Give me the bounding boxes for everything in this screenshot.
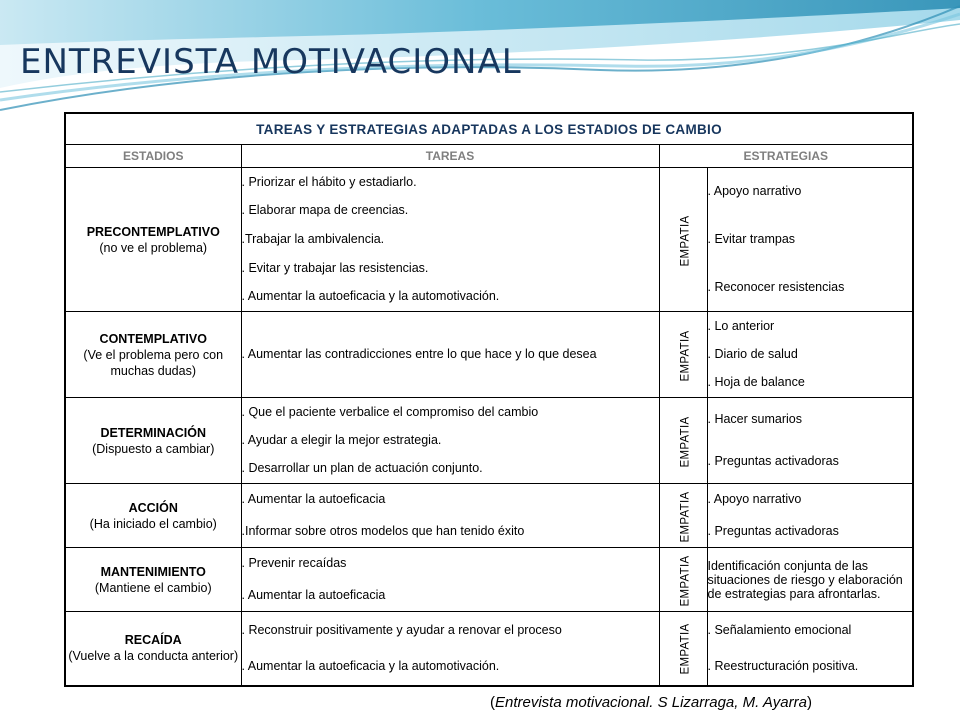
task-item: . Elaborar mapa de creencias. bbox=[241, 203, 409, 218]
task-item: . Aumentar la autoeficacia y la automotivación. bbox=[241, 658, 500, 673]
stage-name: MANTENIMIENTO bbox=[100, 564, 206, 579]
empathy-label: EMPATIA bbox=[678, 491, 691, 542]
stages-table bbox=[64, 112, 914, 687]
citation-text: Entrevista motivacional. S Lizarraga, M. Ayarra bbox=[495, 694, 807, 711]
task-item: . Desarrollar un plan de actuación conjunto. bbox=[241, 461, 483, 476]
empathy-label: EMPATIA bbox=[678, 623, 691, 675]
empathy-label: EMPATIA bbox=[678, 555, 691, 606]
task-item: . Aumentar la autoeficacia y la automotivación. bbox=[241, 289, 500, 304]
header-strategies: ESTRATEGIAS bbox=[659, 145, 913, 168]
stage-name: PRECONTEMPLATIVO bbox=[86, 224, 220, 239]
stage-description: (Vuelve a la conducta anterior) bbox=[68, 649, 239, 664]
tasks-cell bbox=[241, 398, 659, 484]
empathy-label: EMPATIA bbox=[678, 416, 691, 467]
stage-cell bbox=[65, 612, 241, 686]
task-item: . Que el paciente verbalice el compromiso del cambio bbox=[241, 404, 539, 419]
strategies-cell bbox=[707, 312, 913, 398]
citation-open-paren: ( bbox=[490, 694, 495, 711]
empathy-label: EMPATIA bbox=[678, 330, 691, 381]
stage-name: RECAÍDA bbox=[124, 633, 182, 648]
strategy-item: . Hacer sumarios bbox=[707, 411, 802, 426]
strategies-cell bbox=[707, 612, 913, 686]
strategy-item: . Hoja de balance bbox=[707, 375, 805, 390]
table-row bbox=[65, 398, 913, 484]
citation-close-paren: ) bbox=[806, 694, 812, 711]
empathy-cell bbox=[659, 312, 707, 398]
stage-description: (Ha iniciado el cambio) bbox=[89, 516, 217, 531]
tasks-cell bbox=[241, 548, 659, 612]
task-item: . Aumentar la autoeficacia bbox=[241, 492, 386, 507]
stage-description: (no ve el problema) bbox=[99, 240, 208, 255]
stage-cell bbox=[65, 398, 241, 484]
task-item: . Aumentar la autoeficacia bbox=[241, 587, 386, 602]
strategies-cell bbox=[707, 398, 913, 484]
table-row bbox=[65, 484, 913, 548]
stage-description: (Mantiene el cambio) bbox=[94, 580, 212, 595]
stage-name: CONTEMPLATIVO bbox=[99, 331, 207, 346]
strategies-cell bbox=[707, 484, 913, 548]
strategy-item: . Apoyo narrativo bbox=[707, 492, 802, 507]
header-stages: ESTADIOS bbox=[65, 145, 241, 168]
slide-title: ENTREVISTA MOTIVACIONAL bbox=[20, 42, 522, 82]
stage-name: ACCIÓN bbox=[128, 500, 178, 515]
strategy-item: . Lo anterior bbox=[707, 318, 775, 333]
strategy-item: . Reconocer resistencias bbox=[707, 279, 845, 294]
empathy-cell bbox=[659, 612, 707, 686]
stage-cell bbox=[65, 312, 241, 398]
tasks-cell bbox=[241, 168, 659, 312]
stage-cell bbox=[65, 548, 241, 612]
strategy-item: . Evitar trampas bbox=[707, 231, 796, 246]
task-item: . Reconstruir positivamente y ayudar a renovar el proceso bbox=[241, 622, 562, 637]
strategy-item: . Reestructuración positiva. bbox=[707, 658, 859, 673]
table-row bbox=[65, 312, 913, 398]
strategy-item: Identificación conjunta de las situaciones de riesgo y elaboración de estrategias para afrontarlas. bbox=[707, 558, 903, 601]
header-tasks: TAREAS bbox=[241, 145, 659, 168]
stage-name: DETERMINACIÓN bbox=[100, 425, 207, 440]
empathy-cell bbox=[659, 168, 707, 312]
table-row bbox=[65, 612, 913, 686]
empathy-cell bbox=[659, 548, 707, 612]
tasks-cell bbox=[241, 312, 659, 398]
task-item: . Priorizar el hábito y estadiarlo. bbox=[241, 174, 417, 189]
task-item: . Ayudar a elegir la mejor estrategia. bbox=[241, 432, 442, 447]
empathy-label: EMPATIA bbox=[678, 215, 691, 266]
strategy-item: . Preguntas activadoras bbox=[707, 523, 839, 538]
strategy-item: . Preguntas activadoras bbox=[707, 454, 839, 469]
strategies-cell bbox=[707, 168, 913, 312]
task-item: . Evitar y trabajar las resistencias. bbox=[241, 260, 429, 275]
strategy-item: . Apoyo narrativo bbox=[707, 184, 802, 199]
strategy-item: . Diario de salud bbox=[707, 346, 798, 361]
stage-description: (Ve el problema pero con muchas dudas) bbox=[83, 347, 224, 378]
task-item: .Trabajar la ambivalencia. bbox=[241, 231, 385, 246]
stage-cell bbox=[65, 484, 241, 548]
strategies-cell bbox=[707, 548, 913, 612]
table-row bbox=[65, 168, 913, 312]
task-item: .Informar sobre otros modelos que han tenido éxito bbox=[241, 523, 525, 538]
citation bbox=[490, 694, 812, 711]
strategy-item: . Señalamiento emocional bbox=[707, 622, 852, 637]
tasks-cell bbox=[241, 612, 659, 686]
stage-cell bbox=[65, 168, 241, 312]
empathy-cell bbox=[659, 398, 707, 484]
stage-description: (Dispuesto a cambiar) bbox=[92, 441, 215, 456]
task-item: . Aumentar las contradicciones entre lo que hace y lo que desea bbox=[241, 347, 597, 361]
task-item: . Prevenir recaídas bbox=[241, 556, 347, 571]
empathy-cell bbox=[659, 484, 707, 548]
stages-table-container bbox=[64, 112, 912, 682]
table-caption: TAREAS Y ESTRATEGIAS ADAPTADAS A LOS ESTADIOS DE CAMBIO bbox=[65, 113, 913, 145]
table-body bbox=[65, 168, 913, 686]
tasks-cell bbox=[241, 484, 659, 548]
table-row bbox=[65, 548, 913, 612]
